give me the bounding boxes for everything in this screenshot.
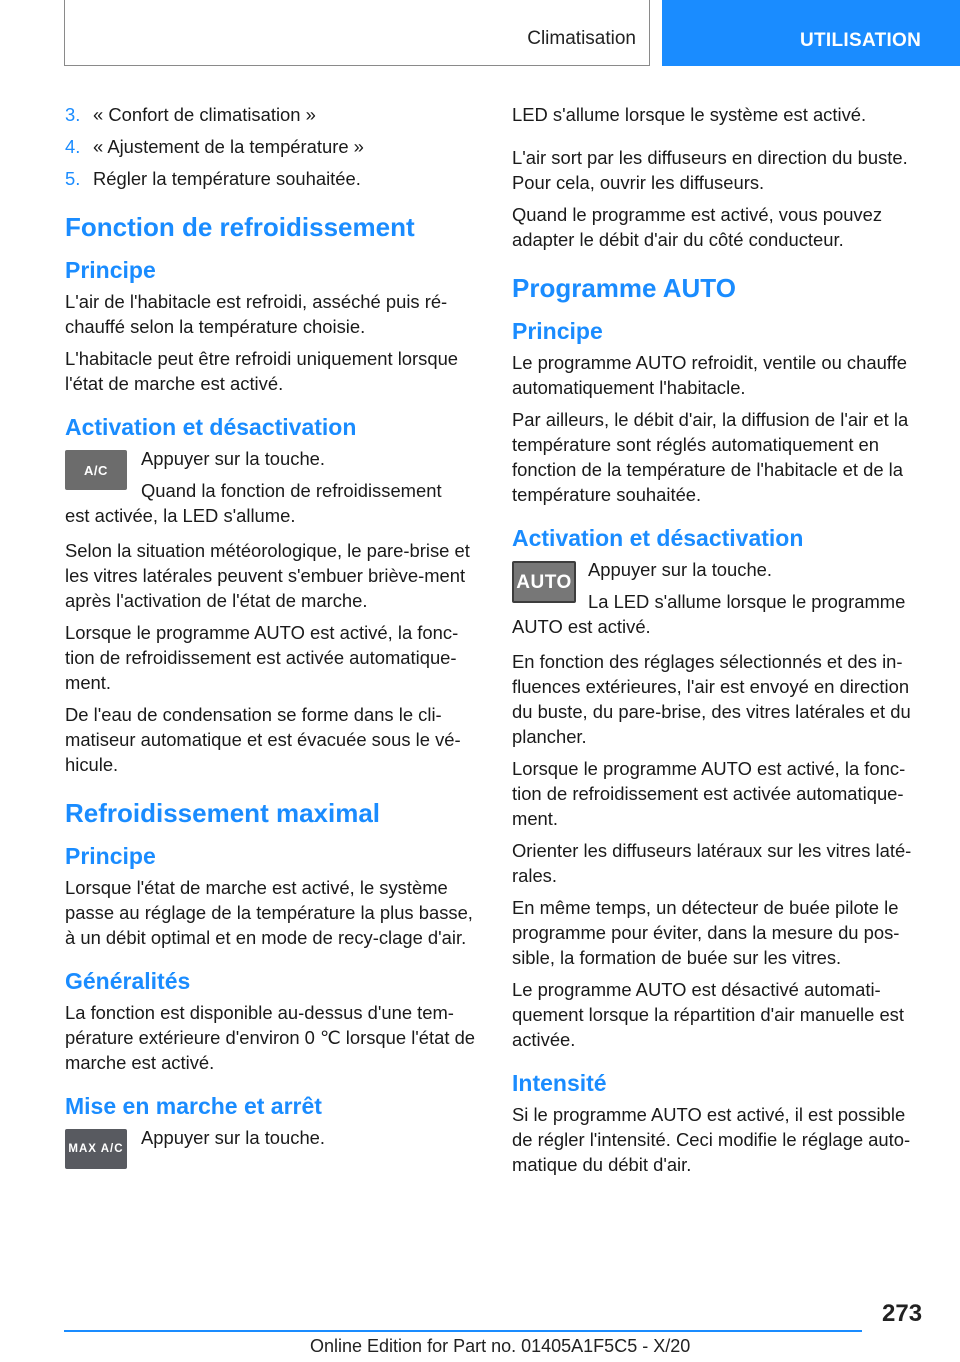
heading-activation: Activation et désactivation (65, 414, 357, 440)
instruction: Appuyer sur la touche. (141, 1127, 326, 1148)
heading-intensity: Intensité (512, 1070, 607, 1096)
max-ac-button-block (65, 1125, 479, 1165)
paragraph: En fonction des réglages sélectionnés et des in-fluences extérieures, l'air est envoyé en direction du buste, du pare-brise, des vitres latérales et du plancher. (512, 651, 911, 747)
list-item (65, 134, 479, 159)
paragraph: est activée, la LED s'allume. (65, 505, 296, 526)
auto-button-icon: AUTO (512, 561, 576, 603)
max-ac-button-icon: MAX A/C (65, 1129, 127, 1169)
step-number: 4. (65, 136, 81, 157)
paragraph: Selon la situation météorologique, le pare-brise et les vitres latérales peuvent s'embuer briève-ment après l'activation de l'état de marche. (65, 540, 470, 611)
heading-general: Généralités (65, 968, 191, 994)
right-column (512, 102, 928, 1184)
paragraph: Le programme AUTO refroidit, ventile ou chauffe automatiquement l'habitacle. (512, 352, 907, 398)
ac-button-icon: A/C (65, 450, 127, 490)
paragraph: L'air sort par les diffuseurs en direction du buste. Pour cela, ouvrir les diffuseurs. (512, 147, 908, 193)
left-column (65, 102, 479, 1175)
auto-button-block (512, 557, 928, 639)
paragraph: Par ailleurs, le débit d'air, la diffusion de l'air et la température sont réglés automatiquement en fonction de la température de l'habitacle et de la température souhaitée. (512, 409, 909, 505)
list-item (65, 166, 479, 191)
section-title: Climatisation (527, 28, 636, 49)
heading-cooling: Fonction de refroidissement (65, 212, 415, 242)
edition-note: Online Edition for Part no. 01405A1F5C5 - X/20 (310, 1336, 691, 1356)
paragraph: La LED s'allume lorsque le programme (588, 591, 906, 612)
paragraph: Lorsque le programme AUTO est activé, la fonc-tion de refroidissement est activée automatique-ment. (65, 622, 459, 693)
paragraph: En même temps, un détecteur de buée pilote le programme pour éviter, dans la mesure du pos-sible, la formation de buée sur les vitres. (512, 897, 900, 968)
paragraph: L'habitacle peut être refroidi uniquement lorsque l'état de marche est activé. (65, 348, 459, 394)
heading-principle: Principe (65, 843, 156, 869)
page-number: 273 (882, 1300, 923, 1327)
paragraph: Quand le programme est activé, vous pouvez adapter le débit d'air du côté conducteur. (512, 204, 883, 250)
heading-activation: Activation et désactivation (512, 525, 804, 551)
paragraph: De l'eau de condensation se forme dans le cli-matiseur automatique et est évacuée sous le vé-hicule. (65, 704, 461, 775)
step-number: 3. (65, 104, 81, 125)
chapter-label: UTILISATION (800, 30, 922, 51)
paragraph: LED s'allume lorsque le système est activé. (512, 104, 867, 125)
step-list (65, 102, 479, 191)
ac-button-block (65, 446, 479, 528)
step-text: « Confort de climatisation » (93, 104, 316, 125)
paragraph: AUTO est activé. (512, 616, 651, 637)
step-number: 5. (65, 168, 81, 189)
heading-auto-program: Programme AUTO (512, 273, 736, 303)
instruction: Appuyer sur la touche. (588, 559, 773, 580)
paragraph: Le programme AUTO est désactivé automati-quement lorsque la répartition d'air manuelle est activée. (512, 979, 904, 1050)
paragraph: Quand la fonction de refroidissement (141, 480, 442, 501)
heading-principle: Principe (65, 257, 156, 283)
paragraph: L'air de l'habitacle est refroidi, asséché puis ré-chauffé selon la température choisie. (65, 291, 448, 337)
paragraph: Orienter les diffuseurs latéraux sur les vitres laté-rales. (512, 840, 912, 886)
chapter-tab (662, 0, 960, 66)
heading-principle: Principe (512, 318, 603, 344)
instruction: Appuyer sur la touche. (141, 448, 326, 469)
paragraph: La fonction est disponible au-dessus d'une tem-pérature extérieure d'environ 0 ℃ lorsque l'état de marche est activé. (65, 1002, 476, 1073)
heading-onoff: Mise en marche et arrêt (65, 1093, 322, 1119)
step-text: Régler la température souhaitée. (93, 168, 361, 189)
paragraph: Lorsque le programme AUTO est activé, la fonc-tion de refroidissement est activée automatique-ment. (512, 758, 906, 829)
paragraph: Lorsque l'état de marche est activé, le système passe au réglage de la température la plus basse, à un débit optimal et en mode de recy-clage d'air. (65, 877, 473, 948)
footer-divider (64, 1330, 862, 1332)
list-item (65, 102, 479, 127)
step-text: « Ajustement de la température » (93, 136, 364, 157)
heading-max-cooling: Refroidissement maximal (65, 798, 381, 828)
paragraph: Si le programme AUTO est activé, il est possible de régler l'intensité. Ceci modifie le réglage auto-matique du débit d'air. (512, 1104, 911, 1175)
